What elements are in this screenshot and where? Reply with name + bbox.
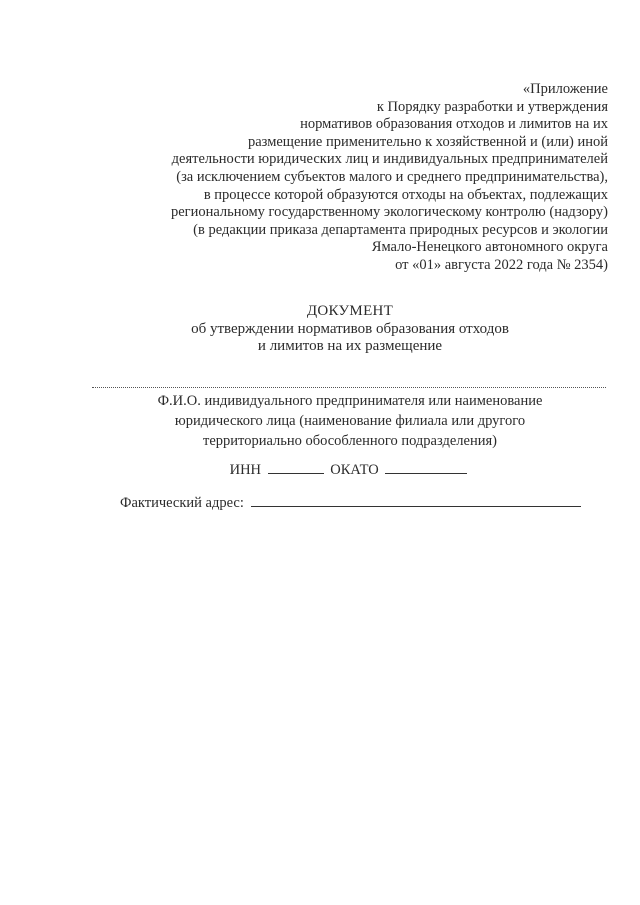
appendix-line: размещение применительно к хозяйственной и (или) иной xyxy=(247,133,608,150)
document-title-block xyxy=(0,303,640,356)
appendix-line: в процессе которой образуются отходы на объектах, подлежащих xyxy=(203,186,608,203)
okato-blank-field xyxy=(385,459,467,474)
entity-caption-line: территориально обособленного подразделения) xyxy=(203,433,497,449)
entity-caption-line: Ф.И.О. индивидуального предпринимателя или наименование xyxy=(157,393,543,409)
address-row xyxy=(120,492,584,512)
appendix-line: (за исключением субъектов малого и среднего предпринимательства), xyxy=(176,168,608,185)
entity-caption-line: юридического лица (наименование филиала или другого xyxy=(174,413,526,429)
address-label: Фактический адрес: xyxy=(120,495,244,511)
appendix-header xyxy=(88,81,608,275)
appendix-line: «Приложение xyxy=(522,81,608,97)
appendix-line: региональному государственному экологическому контролю (надзору) xyxy=(170,204,608,221)
appendix-line: к Порядку разработки и утверждения xyxy=(376,98,608,115)
entity-name-fill-line xyxy=(92,387,606,388)
okato-label: ОКАТО xyxy=(330,462,379,478)
address-blank-field xyxy=(251,492,581,507)
codes-row xyxy=(0,459,640,479)
document-subtitle-line: об утверждении нормативов образования отходов xyxy=(191,320,509,337)
document-heading: ДОКУМЕНТ xyxy=(306,303,394,319)
appendix-line: Ямало-Ненецкого автономного округа xyxy=(371,239,608,256)
inn-blank-field xyxy=(268,459,324,474)
appendix-line: нормативов образования отходов и лимитов на их xyxy=(300,116,608,133)
entity-name-caption xyxy=(0,391,640,451)
inn-label: ИНН xyxy=(229,462,262,478)
appendix-line: от «01» августа 2022 года № 2354) xyxy=(395,256,608,273)
document-subtitle-line: и лимитов на их размещение xyxy=(257,338,443,355)
appendix-line: (в редакции приказа департамента природных ресурсов и экологии xyxy=(193,221,608,238)
appendix-line: деятельности юридических лиц и индивидуальных предпринимателей xyxy=(171,151,608,168)
